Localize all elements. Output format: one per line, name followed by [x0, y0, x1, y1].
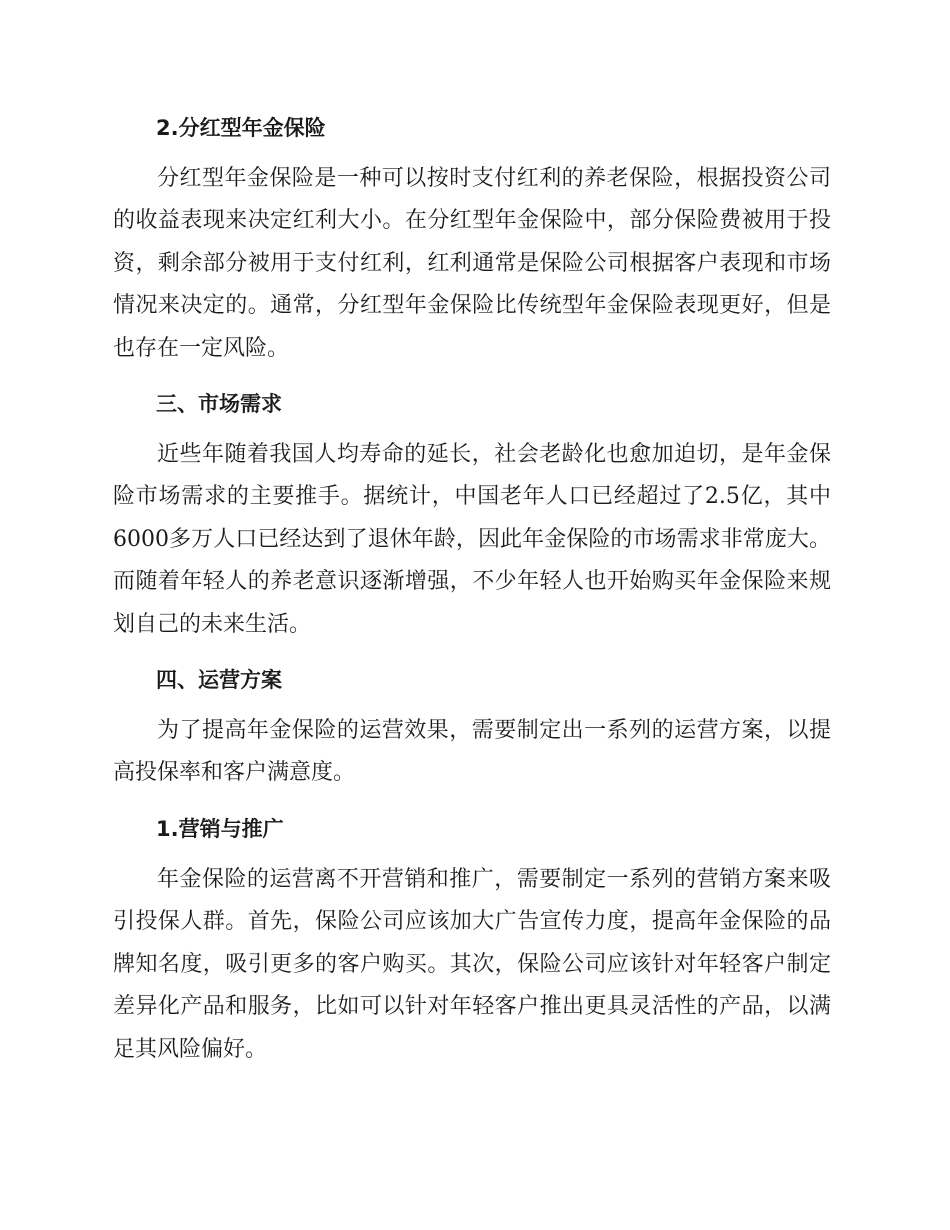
- spacer: [113, 700, 831, 710]
- spacer: [113, 795, 831, 809]
- spacer: [113, 370, 831, 384]
- paragraph-operations-plan: 为了提高年金保险的运营效果，需要制定出一系列的运营方案，以提高投保率和客户满意度。: [113, 718, 831, 786]
- spacer: [113, 849, 831, 859]
- spacer: [113, 646, 831, 660]
- paragraph-dividend-annuity: 分红型年金保险是一种可以按时支付红利的养老保险，根据投资公司的收益表现来决定红利大小。在分红型年金保险中，部分保险费被用于投资，剩余部分被用于支付红利，红利通常是保险公司根据客户表现和市场情况来决定的。通常，分红型年金保险比传统型年金保险表现更好，但是也存在一定风险。: [113, 166, 831, 361]
- section-heading-market-demand: 三、市场需求: [156, 392, 282, 417]
- spacer: [113, 424, 831, 434]
- paragraph-marketing: 年金保险的运营离不开营销和推广，需要制定一系列的营销方案来吸引投保人群。首先，保险公司应该加大广告宣传力度，提高年金保险的品牌知名度，吸引更多的客户购买。其次，保险公司应该针对年轻客户制定差异化产品和服务，比如可以针对年轻客户推出更具灵活性的产品，以满足其风险偏好。: [113, 866, 831, 1062]
- section-heading-marketing: 1.营销与推广: [156, 816, 284, 841]
- section-heading-dividend-annuity: 2.分红型年金保险: [156, 116, 326, 140]
- document-page: [113, 108, 831, 1071]
- section-heading-operations-plan: 四、运营方案: [156, 668, 282, 693]
- spacer: [113, 148, 831, 158]
- paragraph-market-demand: 近些年随着我国人均寿命的延长，社会老龄化也愈加迫切，是年金保险市场需求的主要推手。据统计，中国老年人口已经超过了2.5亿，其中6000多万人口已经达到了退休年龄，因此年金保险的市场需求非常庞大。而随着年轻人的养老意识逐渐增强，不少年轻人也开始购买年金保险来规划自己的未来生活。: [113, 442, 831, 637]
